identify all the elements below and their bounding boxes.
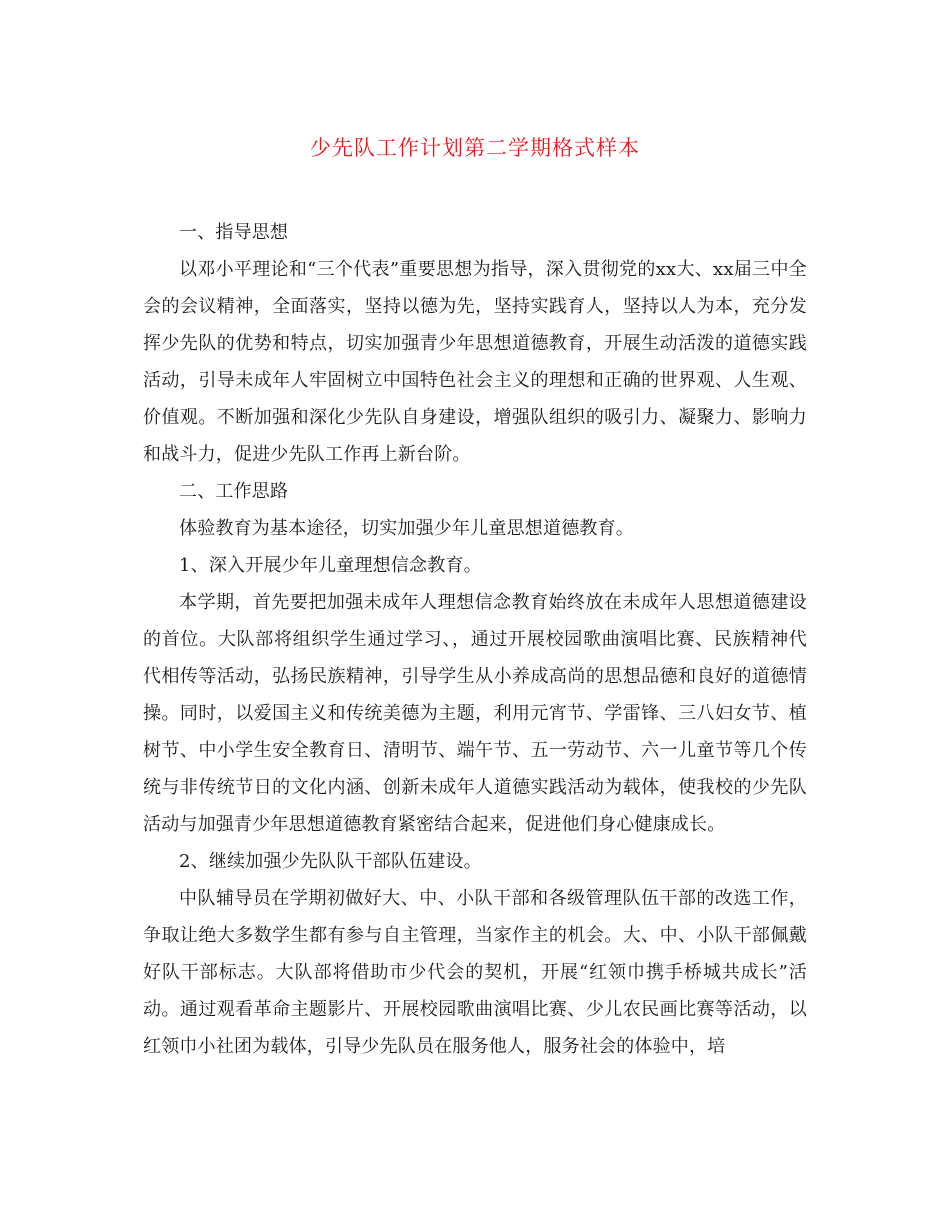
document-body (143, 214, 807, 1065)
paragraph-cadre-building: 中队辅导员在学期初做好大、中、小队干部和各级管理队伍干部的改选工作，争取让绝大多数学生都有参与自主管理，当家作主的机会。大、中、小队干部佩戴好队干部标志。大队部将借助市少代会的契机，开展“红领巾携手桥城共成长”活动。通过观看革命主题影片、开展校园歌曲演唱比赛、少儿农民画比赛等活动，以红领巾小社团为载体，引导少先队员在服务他人，服务社会的体验中，培 (143, 888, 807, 1057)
heading-guiding-ideology: 一、指导思想 (179, 222, 289, 243)
paragraph-guiding-ideology: 以邓小平理论和“三个代表”重要思想为指导，深入贯彻党的xx大、xx届三中全会的会议精神，全面落实，坚持以德为先，坚持实践育人，坚持以人为本，充分发挥少先队的优势和特点，切实加强青少年思想道德教育，开展生动活泼的道德实践活动，引导未成年人牢固树立中国特色社会主义的理想和正确的世界观、人生观、价值观。不断加强和深化少先队自身建设，增强队组织的吸引力、凝聚力、影响力和战斗力，促进少先队工作再上新台阶。 (143, 259, 807, 465)
paragraph-ideals-education: 本学期，首先要把加强未成年人理想信念教育始终放在未成年人思想道德建设的首位。大队部将组织学生通过学习、，通过开展校园歌曲演唱比赛、民族精神代代相传等活动，弘扬民族精神，引导学生从小养成高尚的思想品德和良好的道德情操。同时，以爱国主义和传统美德为主题，利用元宵节、学雷锋、三八妇女节、植树节、中小学生安全教育日、清明节、端午节、五一劳动节、六一儿童节等几个传统与非传统节日的文化内涵、创新未成年人道德实践活动为载体，使我校的少先队活动与加强青少年思想道德教育紧密结合起来，促进他们身心健康成长。 (143, 592, 807, 835)
document-title: 少先队工作计划第二学期格式样本 (310, 136, 640, 160)
subheading-ideals-education: 1、深入开展少年儿童理想信念教育。 (179, 555, 482, 576)
heading-work-approach: 二、工作思路 (179, 481, 289, 502)
subheading-cadre-building: 2、继续加强少先队队干部队伍建设。 (179, 851, 482, 872)
paragraph-work-approach: 体验教育为基本途径，切实加强少年儿童思想道德教育。 (179, 518, 634, 539)
